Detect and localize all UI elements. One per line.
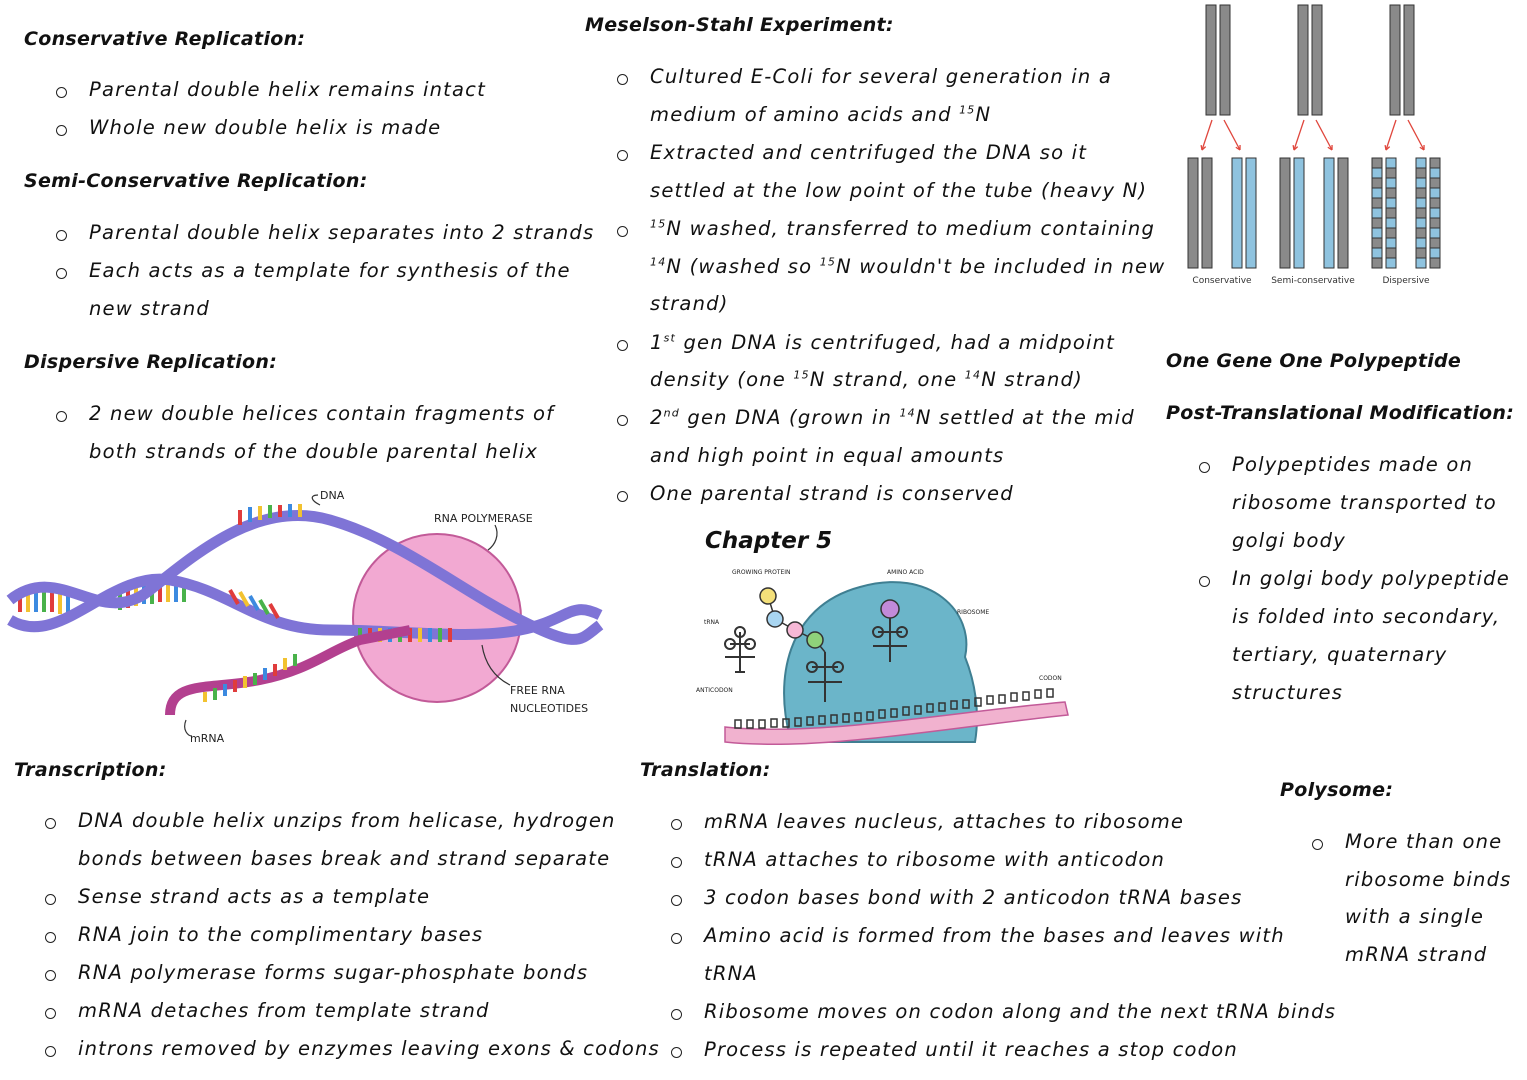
dispersive-segment <box>1386 188 1396 198</box>
dispersive-segment <box>1372 168 1382 178</box>
bullet <box>617 415 628 426</box>
semi-bullet-2-line-2: new strand <box>89 297 211 320</box>
meselson-b3-line-1: $^{15}$N washed, transferred to medium containing <box>650 217 1156 240</box>
trna-label: tRNA <box>704 619 720 626</box>
dispersive-segment <box>1372 258 1382 268</box>
dispersive-segment <box>1430 158 1440 168</box>
semi-conservative-label: Semi-conservative <box>1271 276 1355 286</box>
post-b2-line-3: tertiary, quaternary <box>1232 643 1448 666</box>
dispersive-segment <box>1416 188 1426 198</box>
dispersive-segment <box>1416 248 1426 258</box>
rna-polymerase-label: RNA POLYMERASE <box>434 512 533 525</box>
bullet <box>671 1047 682 1058</box>
rna-polymerase-circle <box>353 534 521 702</box>
post-b1-line-3: golgi body <box>1232 529 1346 552</box>
conservative-bullet-1: Parental double helix remains intact <box>89 78 486 101</box>
arrow <box>1224 120 1240 150</box>
bullet <box>617 74 628 85</box>
dispersive-segment <box>1372 228 1382 238</box>
bullet <box>56 268 67 279</box>
dispersive-segment <box>1430 198 1440 208</box>
bullet <box>671 1009 682 1020</box>
bullet <box>617 226 628 237</box>
dispersive-segment <box>1416 228 1426 238</box>
translation-bullet-4-line-2: tRNA <box>704 962 758 985</box>
parent-strand <box>1298 5 1308 115</box>
parent-strand <box>1280 158 1290 268</box>
bullet <box>617 150 628 161</box>
dispersive-segment <box>1416 168 1426 178</box>
new-strand <box>1246 158 1256 268</box>
transcription-bullet-2: Sense strand acts as a template <box>78 885 431 908</box>
bullet <box>1312 839 1323 850</box>
dispersive-segment <box>1430 178 1440 188</box>
dispersive-segment <box>1372 198 1382 208</box>
new-strand <box>1294 158 1304 268</box>
dispersive-segment <box>1430 258 1440 268</box>
meselson-b3-line-2: $^{14}$N (washed so $^{15}$N wouldn't be included in new <box>650 255 1166 278</box>
translation-bullet-2: tRNA attaches to ribosome with anticodon <box>704 848 1166 871</box>
amino-acid-bead <box>807 632 823 648</box>
semi-conservative-heading: Semi-Conservative Replication: <box>24 170 368 192</box>
dispersive-segment <box>1372 158 1382 168</box>
arrow <box>1316 120 1332 150</box>
transcription-bullet-3: RNA join to the complimentary bases <box>78 923 484 946</box>
dispersive-segment <box>1416 178 1426 188</box>
dispersive-segment <box>1430 218 1440 228</box>
parent-strand <box>1188 158 1198 268</box>
free-trna <box>725 627 755 672</box>
free-rna-label-1: FREE RNA <box>510 684 565 697</box>
dna-label: DNA <box>320 489 345 502</box>
amino-acid-bead <box>881 600 899 618</box>
meselson-b2-line-1: Extracted and centrifuged the DNA so it <box>650 141 1088 164</box>
dispersive-segment <box>1386 228 1396 238</box>
bullet <box>671 819 682 830</box>
chapter-title: Chapter 5 <box>705 528 833 554</box>
translation-heading: Translation: <box>640 759 771 781</box>
arrow <box>1408 120 1424 150</box>
dispersive-segment <box>1372 178 1382 188</box>
dispersive-segment <box>1416 208 1426 218</box>
dispersive-segment <box>1416 158 1426 168</box>
bullet <box>45 932 56 943</box>
meselson-b1-line-2: medium of amino acids and $^{15}$N <box>650 103 992 126</box>
dispersive-segment <box>1386 238 1396 248</box>
bullet <box>56 411 67 422</box>
dispersive-segment <box>1386 248 1396 258</box>
polysome-line-3: with a single <box>1345 905 1485 928</box>
dispersive-label: Dispersive <box>1382 276 1430 286</box>
meselson-b5-line-1: 2nd gen DNA (grown in $^{14}$N settled at the mid <box>650 406 1135 429</box>
transcription-bullet-6: introns removed by enzymes leaving exons & codons <box>78 1037 660 1060</box>
dispersive-segment <box>1430 228 1440 238</box>
transcription-heading: Transcription: <box>14 759 167 781</box>
dispersive-segment <box>1386 208 1396 218</box>
dispersive-bullet-line-1: 2 new double helices contain fragments of <box>89 402 555 425</box>
post-translational-heading: Post-Translational Modification: <box>1166 402 1515 424</box>
one-gene-heading: One Gene One Polypeptide <box>1166 350 1462 372</box>
parent-strand <box>1390 5 1400 115</box>
parent-strand <box>1220 5 1230 115</box>
dispersive-heading: Dispersive Replication: <box>24 351 278 373</box>
amino-acid-label: AMINO ACID <box>887 569 924 576</box>
amino-acid-bead <box>787 622 803 638</box>
new-strand <box>1324 158 1334 268</box>
bullet <box>45 894 56 905</box>
codon-label: CODON <box>1039 675 1062 682</box>
dispersive-segment <box>1386 178 1396 188</box>
dispersive-segment <box>1372 208 1382 218</box>
meselson-b5-line-2: and high point in equal amounts <box>650 444 1005 467</box>
post-b2-line-4: structures <box>1232 681 1344 704</box>
bullet <box>617 491 628 502</box>
dispersive-segment <box>1386 258 1396 268</box>
bullet <box>56 87 67 98</box>
ribosome-label: RIBOSOME <box>957 609 990 616</box>
bullet <box>56 125 67 136</box>
bullet <box>56 230 67 241</box>
bullet <box>45 1008 56 1019</box>
dispersive-segment <box>1430 238 1440 248</box>
amino-acid-bead <box>760 588 776 604</box>
translation-bullet-5: Ribosome moves on codon along and the next tRNA binds <box>704 1000 1337 1023</box>
mrna-label: mRNA <box>190 732 225 745</box>
bullet <box>671 895 682 906</box>
bullet <box>45 970 56 981</box>
bullet <box>671 857 682 868</box>
dispersive-segment <box>1416 238 1426 248</box>
bullet <box>617 340 628 351</box>
semi-bullet-2-line-1: Each acts as a template for synthesis of the <box>89 259 571 282</box>
transcription-bullet-1-line-1: DNA double helix unzips from helicase, hydrogen <box>78 809 616 832</box>
conservative-bullet-2: Whole new double helix is made <box>89 116 442 139</box>
dispersive-segment <box>1430 168 1440 178</box>
post-b1-line-2: ribosome transported to <box>1232 491 1497 514</box>
dispersive-segment <box>1416 258 1426 268</box>
meselson-b3-line-3: strand) <box>650 292 729 315</box>
bullet <box>1199 576 1210 587</box>
post-b2-line-2: is folded into secondary, <box>1232 605 1501 628</box>
dispersive-segment <box>1372 188 1382 198</box>
translation-bullet-1: mRNA leaves nucleus, attaches to ribosome <box>704 810 1185 833</box>
transcription-bullet-1-line-2: bonds between bases break and strand separate <box>78 847 611 870</box>
dispersive-segment <box>1386 168 1396 178</box>
polysome-heading: Polysome: <box>1280 779 1394 801</box>
bullet <box>45 1046 56 1057</box>
dispersive-segment <box>1430 208 1440 218</box>
meselson-b1-line-1: Cultured E-Coli for several generation in a <box>650 65 1112 88</box>
dispersive-segment <box>1372 248 1382 258</box>
dispersive-segment <box>1430 188 1440 198</box>
meselson-b4-line-2: density (one $^{15}$N strand, one $^{14}$N strand) <box>650 368 1083 391</box>
dispersive-bullet-line-2: both strands of the double parental helix <box>89 440 539 463</box>
meselson-b2-line-2: settled at the low point of the tube (heavy N) <box>650 179 1148 202</box>
transcription-diagram <box>0 480 610 750</box>
meselson-b4-line-1: 1st gen DNA is centrifuged, had a midpoint <box>650 331 1115 354</box>
bullet <box>45 818 56 829</box>
free-rna-label-2: NUCLEOTIDES <box>510 702 589 715</box>
polysome-line-4: mRNA strand <box>1345 943 1488 966</box>
parent-strand <box>1312 5 1322 115</box>
semi-bullet-1: Parental double helix separates into 2 strands <box>89 221 595 244</box>
anticodon-label: ANTICODON <box>696 687 733 694</box>
new-strand <box>1232 158 1242 268</box>
transcription-bullet-5: mRNA detaches from template strand <box>78 999 490 1022</box>
bullet <box>671 933 682 944</box>
dispersive-segment <box>1386 218 1396 228</box>
translation-bullet-3: 3 codon bases bond with 2 anticodon tRNA bases <box>704 886 1243 909</box>
dispersive-segment <box>1386 158 1396 168</box>
meselson-b6: One parental strand is conserved <box>650 482 1014 505</box>
dispersive-segment <box>1430 248 1440 258</box>
dispersive-segment <box>1372 218 1382 228</box>
polysome-line-1: More than one <box>1345 830 1503 853</box>
post-b2-line-1: In golgi body polypeptide <box>1232 567 1510 590</box>
translation-bullet-6: Process is repeated until it reaches a stop codon <box>704 1038 1238 1061</box>
parent-strand <box>1404 5 1414 115</box>
translation-diagram <box>690 562 1080 747</box>
replication-models-diagram <box>1182 0 1452 290</box>
parent-strand <box>1202 158 1212 268</box>
arrow <box>1386 120 1396 150</box>
meselson-heading: Meselson-Stahl Experiment: <box>585 14 894 36</box>
parent-strand <box>1206 5 1216 115</box>
amino-acid-bead <box>767 611 783 627</box>
parent-strand <box>1338 158 1348 268</box>
dispersive-segment <box>1386 198 1396 208</box>
dispersive-segment <box>1372 238 1382 248</box>
conservative-heading: Conservative Replication: <box>24 28 306 50</box>
conservative-label: Conservative <box>1192 276 1252 286</box>
transcription-bullet-4: RNA polymerase forms sugar-phosphate bonds <box>78 961 589 984</box>
arrow <box>1294 120 1304 150</box>
growing-protein-label: GROWING PROTEIN <box>732 569 791 576</box>
bullet <box>1199 462 1210 473</box>
translation-bullet-4-line-1: Amino acid is formed from the bases and leaves with <box>704 924 1285 947</box>
arrow <box>1202 120 1212 150</box>
post-b1-line-1: Polypeptides made on <box>1232 453 1474 476</box>
dispersive-segment <box>1416 218 1426 228</box>
polysome-line-2: ribosome binds <box>1345 868 1512 891</box>
dispersive-segment <box>1416 198 1426 208</box>
